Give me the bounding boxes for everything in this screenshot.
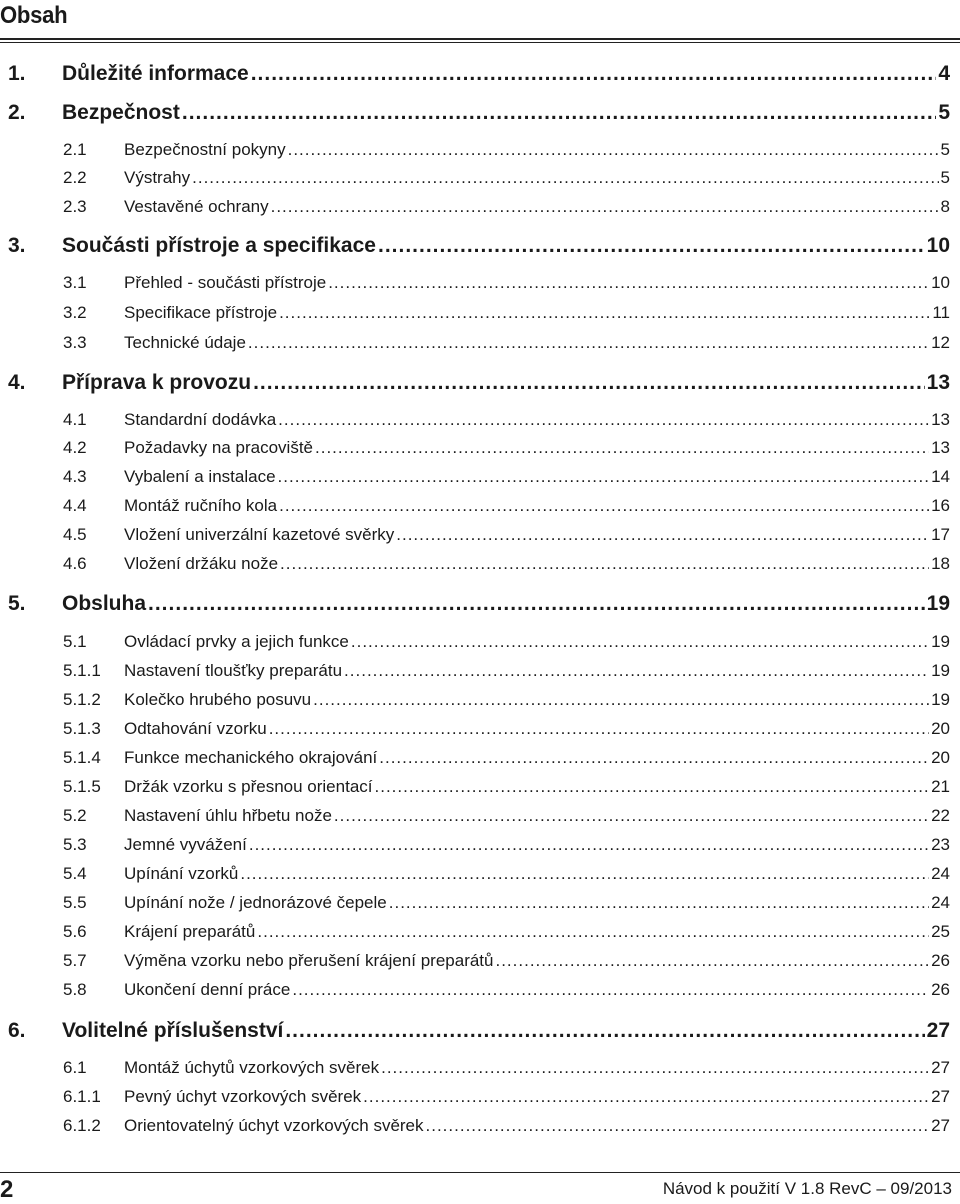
toc-entry-title: Vložení univerzální kazetové svěrky <box>124 525 395 544</box>
toc-section-entry[interactable] <box>0 835 960 855</box>
toc-entry-number: 3.3 <box>63 333 87 352</box>
toc-entry-title: Obsluha <box>62 592 147 615</box>
toc-entry-title: Jemné vyvážení <box>124 835 247 854</box>
toc-entry-number: 5. <box>8 592 26 615</box>
toc-entry-number: 6.1 <box>63 1058 87 1077</box>
toc-chapter-entry[interactable] <box>0 371 960 395</box>
toc-section-entry[interactable] <box>0 554 960 574</box>
toc-entry-title: Upínání nože / jednorázové čepele <box>124 893 387 912</box>
toc-chapter-entry[interactable] <box>0 1019 960 1043</box>
toc-section-entry[interactable] <box>0 777 960 797</box>
toc-entry-title: Držák vzorku s přesnou orientací <box>124 777 373 796</box>
toc-entry-title: Vložení držáku nože <box>124 554 279 573</box>
toc-entry-title: Montáž úchytů vzorkových svěrek <box>124 1058 380 1077</box>
toc-entry-title: Výměna vzorku nebo přerušení krájení preparátů <box>124 951 494 970</box>
toc-dot-leader <box>292 980 929 1000</box>
toc-entry-page: 27 <box>926 1019 950 1042</box>
toc-entry-page: 23 <box>931 835 950 854</box>
toc-dot-leader <box>351 632 929 652</box>
toc-entry-page: 19 <box>926 592 950 615</box>
toc-section-entry[interactable] <box>0 197 960 217</box>
toc-dot-leader <box>426 1116 930 1136</box>
toc-entry-number: 5.7 <box>63 951 87 970</box>
toc-dot-leader <box>396 525 929 545</box>
toc-entry-number: 6.1.2 <box>63 1116 101 1135</box>
toc-entry-title: Ukončení denní práce <box>124 980 291 999</box>
toc-entry-number: 5.2 <box>63 806 87 825</box>
toc-entry-page: 8 <box>940 197 950 216</box>
toc-entry-page: 26 <box>931 951 950 970</box>
toc-section-entry[interactable] <box>0 438 960 458</box>
toc-entry-page: 24 <box>931 864 950 883</box>
toc-entry-number: 5.3 <box>63 835 87 854</box>
toc-entry-page: 18 <box>931 554 950 573</box>
toc-entry-number: 5.1.2 <box>63 690 101 709</box>
toc-entry-title: Volitelné příslušenství <box>62 1019 284 1042</box>
toc-dot-leader <box>379 748 929 768</box>
toc-entry-title: Výstrahy <box>124 168 191 187</box>
toc-chapter-entry[interactable] <box>0 62 960 86</box>
toc-dot-leader <box>253 371 925 395</box>
toc-dot-leader <box>279 303 930 323</box>
toc-entry-title: Bezpečnostní pokyny <box>124 140 286 159</box>
toc-entry-title: Součásti přístroje a specifikace <box>62 234 376 257</box>
toc-section-entry[interactable] <box>0 273 960 293</box>
toc-entry-number: 6.1.1 <box>63 1087 101 1106</box>
toc-entry-page: 5 <box>940 140 950 159</box>
toc-dot-leader <box>257 922 929 942</box>
toc-entry-title: Příprava k provozu <box>62 371 252 394</box>
footer-rule <box>0 1172 960 1173</box>
toc-entry-title: Montáž ručního kola <box>124 496 278 515</box>
footer-page-number: 2 <box>0 1176 14 1203</box>
toc-entry-number: 4. <box>8 371 26 394</box>
toc-section-entry[interactable] <box>0 1116 960 1136</box>
toc-entry-page: 26 <box>931 980 950 999</box>
toc-section-entry[interactable] <box>0 980 960 1000</box>
toc-entry-page: 5 <box>938 101 950 124</box>
toc-chapter-entry[interactable] <box>0 592 960 616</box>
toc-section-entry[interactable] <box>0 864 960 884</box>
toc-section-entry[interactable] <box>0 525 960 545</box>
toc-section-entry[interactable] <box>0 922 960 942</box>
toc-entry-title: Standardní dodávka <box>124 410 277 429</box>
toc-section-entry[interactable] <box>0 140 960 160</box>
toc-entry-page: 14 <box>931 467 950 486</box>
toc-entry-title: Důležité informace <box>62 62 249 85</box>
toc-section-entry[interactable] <box>0 690 960 710</box>
toc-dot-leader <box>271 197 939 217</box>
toc-entry-title: Funkce mechanického okrajování <box>124 748 378 767</box>
toc-section-entry[interactable] <box>0 410 960 430</box>
toc-dot-leader <box>192 168 938 188</box>
toc-dot-leader <box>328 273 929 293</box>
toc-section-entry[interactable] <box>0 1058 960 1078</box>
toc-entry-page: 22 <box>931 806 950 825</box>
toc-section-entry[interactable] <box>0 467 960 487</box>
toc-dot-leader <box>269 719 929 739</box>
toc-entry-page: 27 <box>931 1116 950 1135</box>
toc-dot-leader <box>375 777 930 797</box>
toc-entry-title: Nastavení úhlu hřbetu nože <box>124 806 332 825</box>
toc-entry-number: 5.6 <box>63 922 87 941</box>
toc-chapter-entry[interactable] <box>0 234 960 258</box>
toc-entry-number: 5.1.1 <box>63 661 101 680</box>
toc-entry-number: 4.4 <box>63 496 87 515</box>
toc-entry-page: 16 <box>931 496 950 515</box>
toc-dot-leader <box>344 661 929 681</box>
toc-section-entry[interactable] <box>0 303 960 323</box>
toc-entry-number: 4.2 <box>63 438 87 457</box>
toc-entry-number: 2.1 <box>63 140 87 159</box>
toc-dot-leader <box>279 496 929 516</box>
toc-entry-page: 13 <box>926 371 950 394</box>
toc-entry-page: 27 <box>931 1087 950 1106</box>
toc-dot-leader <box>389 893 929 913</box>
toc-entry-number: 2. <box>8 101 26 124</box>
toc-section-entry[interactable] <box>0 1087 960 1107</box>
toc-dot-leader <box>334 806 929 826</box>
toc-entry-title: Požadavky na pracoviště <box>124 438 313 457</box>
toc-dot-leader <box>278 410 929 430</box>
toc-entry-page: 10 <box>931 273 950 292</box>
toc-entry-page: 13 <box>931 438 950 457</box>
toc-entry-title: Specifikace přístroje <box>124 303 278 322</box>
toc-entry-number: 5.1.3 <box>63 719 101 738</box>
toc-dot-leader <box>495 951 929 971</box>
toc-entry-number: 2.2 <box>63 168 87 187</box>
toc-entry-title: Pevný úchyt vzorkových svěrek <box>124 1087 362 1106</box>
toc-entry-page: 10 <box>926 234 950 257</box>
toc-entry-title: Vestavěné ochrany <box>124 197 269 216</box>
toc-entry-page: 11 <box>932 303 950 322</box>
toc-section-entry[interactable] <box>0 806 960 826</box>
toc-dot-leader <box>378 234 925 258</box>
title-rule-thin <box>0 42 960 43</box>
toc-section-entry[interactable] <box>0 333 960 353</box>
toc-dot-leader <box>313 690 929 710</box>
toc-section-entry[interactable] <box>0 951 960 971</box>
toc-entry-page: 4 <box>938 62 950 85</box>
toc-section-entry[interactable] <box>0 168 960 188</box>
footer-document-info: Návod k použití V 1.8 RevC – 09/2013 <box>662 1179 952 1198</box>
toc-entry-number: 5.1 <box>63 632 87 651</box>
toc-entry-page: 12 <box>931 333 950 352</box>
toc-entry-title: Vybalení a instalace <box>124 467 276 486</box>
toc-dot-leader <box>182 101 936 125</box>
toc-dot-leader <box>315 438 929 458</box>
title-rule <box>0 38 960 40</box>
toc-entry-page: 17 <box>931 525 950 544</box>
toc-entry-title: Upínání vzorků <box>124 864 239 883</box>
toc-entry-page: 20 <box>931 719 950 738</box>
toc-entry-number: 3.1 <box>63 273 87 292</box>
toc-entry-number: 5.5 <box>63 893 87 912</box>
toc-entry-page: 24 <box>931 893 950 912</box>
toc-entry-title: Odtahování vzorku <box>124 719 267 738</box>
toc-dot-leader <box>248 333 929 353</box>
toc-entry-number: 4.6 <box>63 554 87 573</box>
toc-entry-page: 19 <box>931 661 950 680</box>
toc-section-entry[interactable] <box>0 748 960 768</box>
toc-entry-title: Kolečko hrubého posuvu <box>124 690 312 709</box>
toc-entry-number: 3. <box>8 234 26 257</box>
toc-dot-leader <box>148 592 925 616</box>
toc-entry-page: 19 <box>931 632 950 651</box>
toc-dot-leader <box>249 835 929 855</box>
toc-entry-page: 5 <box>940 168 950 187</box>
toc-entry-number: 2.3 <box>63 197 87 216</box>
toc-dot-leader <box>280 554 929 574</box>
toc-entry-number: 5.1.5 <box>63 777 101 796</box>
toc-section-entry[interactable] <box>0 719 960 739</box>
toc-entry-number: 5.8 <box>63 980 87 999</box>
toc-chapter-entry[interactable] <box>0 101 960 125</box>
toc-section-entry[interactable] <box>0 496 960 516</box>
toc-entry-page: 13 <box>931 410 950 429</box>
toc-entry-title: Přehled - součásti přístroje <box>124 273 327 292</box>
toc-dot-leader <box>285 1019 924 1043</box>
toc-entry-number: 6. <box>8 1019 26 1042</box>
toc-entry-number: 4.3 <box>63 467 87 486</box>
toc-dot-leader <box>288 140 939 160</box>
toc-entry-title: Technické údaje <box>124 333 246 352</box>
toc-entry-page: 25 <box>931 922 950 941</box>
toc-section-entry[interactable] <box>0 661 960 681</box>
toc-entry-number: 4.1 <box>63 410 87 429</box>
toc-entry-title: Orientovatelný úchyt vzorkových svěrek <box>124 1116 424 1135</box>
toc-entry-number: 4.5 <box>63 525 87 544</box>
toc-entry-number: 5.4 <box>63 864 87 883</box>
toc-entry-page: 20 <box>931 748 950 767</box>
toc-entry-page: 27 <box>931 1058 950 1077</box>
page-title: Obsah <box>0 2 68 29</box>
toc-dot-leader <box>240 864 929 884</box>
toc-dot-leader <box>251 62 937 86</box>
toc-entry-number: 5.1.4 <box>63 748 101 767</box>
toc-entry-page: 21 <box>931 777 950 796</box>
toc-entry-title: Ovládací prvky a jejich funkce <box>124 632 349 651</box>
toc-entry-title: Nastavení tloušťky preparátu <box>124 661 343 680</box>
toc-section-entry[interactable] <box>0 632 960 652</box>
toc-dot-leader <box>363 1087 929 1107</box>
toc-entry-page: 19 <box>931 690 950 709</box>
toc-dot-leader <box>278 467 930 487</box>
toc-entry-number: 3.2 <box>63 303 87 322</box>
toc-section-entry[interactable] <box>0 893 960 913</box>
toc-entry-title: Krájení preparátů <box>124 922 256 941</box>
toc-entry-number: 1. <box>8 62 26 85</box>
toc-entry-title: Bezpečnost <box>62 101 180 124</box>
toc-dot-leader <box>381 1058 929 1078</box>
